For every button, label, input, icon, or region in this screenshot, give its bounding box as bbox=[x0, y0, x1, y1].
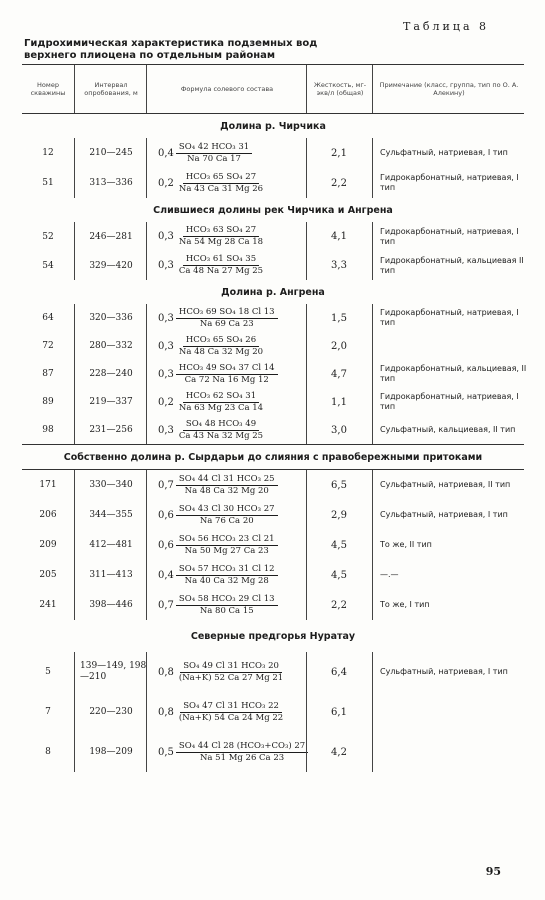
formula-cations: Na 50 Mg 27 Ca 23 bbox=[184, 545, 269, 556]
hardness-value: 4,1 bbox=[331, 231, 347, 242]
well-number: 8 bbox=[45, 747, 51, 757]
salt-formula bbox=[148, 732, 314, 772]
salt-formula bbox=[148, 692, 314, 732]
hardness-value: 1,1 bbox=[331, 396, 347, 408]
sampling-interval: 313—336 bbox=[89, 178, 133, 188]
formula-cations: (Na+K) 52 Ca 27 Mg 21 bbox=[178, 672, 284, 683]
formula-cations: Na 40 Ca 32 Mg 28 bbox=[184, 575, 269, 586]
formula-fraction bbox=[176, 307, 278, 330]
formula-anions: SO₄ 48 HCO₃ 49 bbox=[183, 419, 259, 431]
row-note: Гидрокарбонатный, натриевая, I тип bbox=[380, 173, 519, 192]
formula-cations: Ca 43 Na 32 Mg 25 bbox=[178, 430, 264, 441]
hardness-value: 2,1 bbox=[331, 147, 347, 159]
table-row bbox=[22, 652, 524, 692]
formula-coefficient: 0,6 bbox=[158, 509, 174, 521]
sampling-interval: 139—149, 198—210 bbox=[80, 661, 147, 682]
formula-fraction bbox=[176, 741, 308, 764]
sampling-interval: 344—355 bbox=[89, 510, 133, 520]
formula-coefficient: 0,4 bbox=[158, 147, 174, 159]
hardness-value: 2,2 bbox=[331, 177, 347, 189]
row-note: —.— bbox=[380, 570, 399, 579]
formula-anions: SO₄ 44 Cl 28 (HCO₃+CO₃) 27 bbox=[176, 741, 308, 753]
formula-coefficient: 0,7 bbox=[158, 599, 174, 611]
sampling-interval: 330—340 bbox=[89, 480, 133, 490]
salt-formula bbox=[148, 138, 314, 168]
sampling-interval: 329—420 bbox=[89, 260, 133, 271]
formula-fraction bbox=[176, 172, 266, 195]
sampling-interval: 210—245 bbox=[89, 148, 133, 158]
salt-formula bbox=[148, 530, 314, 560]
sampling-interval: 219—337 bbox=[89, 397, 133, 407]
well-number: 241 bbox=[39, 600, 57, 610]
well-number: 51 bbox=[42, 178, 54, 188]
table-body bbox=[22, 114, 527, 772]
formula-cations: Ca 48 Na 27 Mg 25 bbox=[178, 266, 264, 276]
formula-coefficient: 0,3 bbox=[158, 368, 174, 380]
section-title: Долина р. Чирчика bbox=[220, 120, 326, 132]
hardness-value: 1,5 bbox=[331, 312, 347, 324]
formula-fraction bbox=[176, 142, 252, 165]
formula-anions: SO₄ 42 HCO₃ 31 bbox=[176, 142, 252, 154]
formula-cations: Na 51 Mg 26 Ca 23 bbox=[199, 752, 285, 763]
header-interval: Интервал опробования, м bbox=[84, 81, 138, 97]
formula-cations: (Na+K) 54 Ca 24 Mg 22 bbox=[178, 712, 284, 723]
table-row bbox=[22, 360, 527, 388]
well-number: 209 bbox=[39, 540, 57, 550]
formula-coefficient: 0,3 bbox=[158, 312, 174, 324]
row-note: Гидрокарбонатный, натриевая, I тип bbox=[380, 392, 519, 411]
formula-fraction bbox=[176, 564, 278, 587]
sampling-interval: 320—336 bbox=[89, 313, 133, 323]
formula-fraction bbox=[176, 661, 286, 684]
hardness-value: 4,7 bbox=[331, 368, 347, 380]
formula-fraction bbox=[176, 594, 278, 617]
hardness-value: 6,1 bbox=[331, 706, 347, 718]
formula-anions: SO₄ 44 Cl 31 HCO₃ 25 bbox=[176, 474, 278, 486]
formula-cations: Na 80 Ca 15 bbox=[199, 605, 254, 616]
header-formula: Формула солевого состава bbox=[180, 85, 274, 93]
row-note: Сульфатный, натриевая, I тип bbox=[380, 667, 508, 676]
sampling-interval: 311—413 bbox=[89, 570, 133, 580]
formula-fraction bbox=[176, 225, 266, 248]
table-caption bbox=[24, 38, 444, 62]
formula-anions: HCO₃ 62 SO₄ 31 bbox=[183, 391, 259, 403]
formula-coefficient: 0,6 bbox=[158, 539, 174, 551]
section-title: Собственно долина р. Сырдарьи до слияния с правобережными притоками bbox=[22, 444, 524, 470]
hardness-value: 3,0 bbox=[331, 424, 347, 436]
formula-coefficient: 0,2 bbox=[158, 177, 174, 189]
row-note: Гидрокарбонатный, натриевая, I тип bbox=[380, 226, 519, 246]
formula-coefficient: 0,8 bbox=[158, 666, 174, 678]
hardness-value: 4,2 bbox=[331, 746, 347, 758]
salt-formula bbox=[148, 470, 314, 500]
table-row bbox=[22, 388, 524, 416]
hardness-value: 3,3 bbox=[331, 260, 347, 271]
sampling-interval: 220—230 bbox=[89, 707, 133, 717]
sampling-interval: 280—332 bbox=[89, 341, 133, 351]
salt-formula bbox=[148, 222, 314, 251]
section-title: Долина р. Ангрена bbox=[221, 286, 325, 298]
section-title: Северные предгорья Нуратау bbox=[190, 630, 356, 642]
hydrochemistry-table bbox=[22, 64, 527, 772]
row-note: То же, II тип bbox=[380, 540, 432, 549]
table-row bbox=[22, 530, 524, 560]
hardness-value: 4,5 bbox=[331, 539, 347, 551]
well-number: 7 bbox=[45, 707, 51, 717]
sampling-interval: 228—240 bbox=[89, 369, 133, 379]
formula-cations: Na 48 Ca 32 Mg 20 bbox=[184, 485, 269, 496]
formula-anions: HCO₃ 65 SO₄ 27 bbox=[183, 172, 259, 184]
table-row bbox=[22, 500, 524, 530]
salt-formula bbox=[148, 590, 314, 620]
formula-anions: SO₄ 49 Cl 31 HCO₃ 20 bbox=[180, 661, 282, 673]
formula-anions: HCO₃ 61 SO₄ 35 bbox=[183, 254, 259, 266]
hardness-value: 6,5 bbox=[331, 479, 347, 491]
well-number: 12 bbox=[42, 148, 54, 158]
sampling-interval: 246—281 bbox=[89, 231, 133, 242]
formula-cations: Na 70 Ca 17 bbox=[187, 153, 241, 164]
table-row bbox=[22, 590, 524, 620]
formula-anions: SO₄ 58 HCO₃ 29 Cl 13 bbox=[176, 594, 278, 606]
formula-cations: Na 48 Ca 32 Mg 20 bbox=[178, 346, 264, 357]
formula-cations: Na 69 Ca 23 bbox=[199, 318, 254, 329]
well-number: 205 bbox=[39, 570, 57, 580]
formula-anions: HCO₃ 63 SO₄ 27 bbox=[183, 225, 259, 237]
formula-coefficient: 0,7 bbox=[158, 479, 174, 491]
formula-anions: SO₄ 57 HCO₃ 31 Cl 12 bbox=[176, 564, 278, 576]
formula-fraction bbox=[176, 391, 266, 414]
row-note: Гидрокарбонатный, натриевая, I тип bbox=[380, 308, 519, 327]
formula-cations: Na 63 Mg 23 Ca 14 bbox=[178, 402, 264, 413]
salt-formula bbox=[148, 652, 314, 692]
hardness-value: 4,5 bbox=[331, 569, 347, 581]
section-title: Слившиеся долины рек Чирчика и Ангрена bbox=[153, 204, 393, 216]
well-number: 72 bbox=[42, 341, 54, 351]
row-note: Сульфатный, натриевая, II тип bbox=[380, 480, 511, 489]
table-number: Таблица 8 bbox=[403, 20, 489, 33]
well-number: 87 bbox=[42, 369, 54, 379]
row-note: То же, I тип bbox=[380, 600, 430, 609]
formula-fraction bbox=[176, 474, 278, 497]
salt-formula bbox=[148, 304, 314, 332]
formula-coefficient: 0,5 bbox=[158, 746, 174, 758]
table-row bbox=[22, 138, 524, 168]
formula-fraction bbox=[176, 504, 278, 527]
formula-cations: Na 54 Mg 28 Ca 18 bbox=[178, 237, 264, 247]
formula-cations: Na 76 Ca 20 bbox=[199, 515, 254, 526]
table-row bbox=[22, 251, 524, 280]
formula-coefficient: 0,3 bbox=[158, 424, 174, 436]
well-number: 52 bbox=[42, 231, 54, 242]
formula-anions: SO₄ 47 Cl 31 HCO₃ 22 bbox=[180, 701, 282, 713]
row-note: Гидрокарбонатный, кальциевая II тип bbox=[380, 255, 524, 275]
sampling-interval: 198—209 bbox=[89, 747, 133, 757]
caption-line-2: верхнего плиоцена по отдельным районам bbox=[24, 50, 276, 61]
caption-line-1: Гидрохимическая характеристика подземных вод bbox=[24, 38, 318, 49]
well-number: 54 bbox=[42, 260, 54, 271]
well-number: 64 bbox=[42, 313, 54, 323]
well-number: 171 bbox=[39, 480, 57, 490]
table-row bbox=[22, 560, 524, 590]
salt-formula bbox=[148, 251, 314, 280]
formula-cations: Na 43 Ca 31 Mg 26 bbox=[178, 183, 264, 194]
formula-fraction bbox=[176, 534, 278, 557]
formula-anions: HCO₃ 65 SO₄ 26 bbox=[183, 335, 259, 347]
row-note: Гидрокарбонатный, кальциевая, II тип bbox=[380, 364, 527, 383]
formula-fraction bbox=[176, 363, 278, 386]
formula-coefficient: 0,3 bbox=[158, 231, 174, 242]
formula-anions: SO₄ 43 Cl 30 HCO₃ 27 bbox=[176, 504, 278, 516]
formula-fraction bbox=[176, 419, 266, 442]
table-row bbox=[22, 168, 524, 198]
formula-coefficient: 0,3 bbox=[158, 340, 174, 352]
page-number: 95 bbox=[485, 865, 501, 878]
hardness-value: 2,9 bbox=[331, 509, 347, 521]
well-number: 206 bbox=[39, 510, 57, 520]
well-number: 5 bbox=[45, 667, 51, 677]
salt-formula bbox=[148, 332, 314, 360]
salt-formula bbox=[148, 500, 314, 530]
well-number: 89 bbox=[42, 397, 54, 407]
salt-formula bbox=[148, 416, 314, 444]
formula-anions: SO₄ 56 HCO₃ 23 Cl 21 bbox=[176, 534, 278, 546]
table-row bbox=[22, 222, 524, 251]
formula-coefficient: 0,8 bbox=[158, 706, 174, 718]
hardness-value: 2,2 bbox=[331, 599, 347, 611]
hardness-value: 2,0 bbox=[331, 340, 347, 352]
salt-formula bbox=[148, 560, 314, 590]
formula-anions: HCO₃ 69 SO₄ 18 Cl 13 bbox=[176, 307, 278, 319]
salt-formula bbox=[148, 388, 314, 416]
well-number: 98 bbox=[42, 425, 54, 435]
table-header bbox=[22, 65, 524, 114]
table-row bbox=[22, 332, 524, 360]
formula-fraction bbox=[176, 335, 266, 358]
formula-coefficient: 0,2 bbox=[158, 396, 174, 408]
header-note: Примечание (класс, группа, тип по О. А. Алекину) bbox=[379, 81, 519, 97]
formula-anions: HCO₃ 49 SO₄ 37 Cl 14 bbox=[176, 363, 278, 375]
formula-coefficient: 0,4 bbox=[158, 569, 174, 581]
header-hardness: Жесткость, мг-экв/л (общая) bbox=[313, 81, 367, 97]
row-note: Сульфатный, натриевая, I тип bbox=[380, 510, 508, 519]
formula-fraction bbox=[176, 254, 266, 277]
sampling-interval: 231—256 bbox=[89, 425, 133, 435]
formula-fraction bbox=[176, 701, 286, 724]
sampling-interval: 398—446 bbox=[89, 600, 133, 610]
hardness-value: 6,4 bbox=[331, 666, 347, 678]
formula-coefficient: 0,3 bbox=[158, 260, 174, 271]
table-row bbox=[22, 416, 524, 444]
formula-cations: Ca 72 Na 16 Mg 12 bbox=[184, 374, 269, 385]
salt-formula bbox=[148, 360, 314, 388]
header-well-number: Номер скважины bbox=[30, 81, 66, 97]
table-row bbox=[22, 304, 524, 332]
row-note: Сульфатный, натриевая, I тип bbox=[380, 148, 508, 157]
table-row bbox=[22, 692, 524, 732]
table-row bbox=[22, 732, 524, 772]
table-row bbox=[22, 470, 524, 500]
salt-formula bbox=[148, 168, 314, 198]
sampling-interval: 412—481 bbox=[89, 540, 133, 550]
row-note: Сульфатный, кальциевая, II тип bbox=[380, 425, 516, 434]
